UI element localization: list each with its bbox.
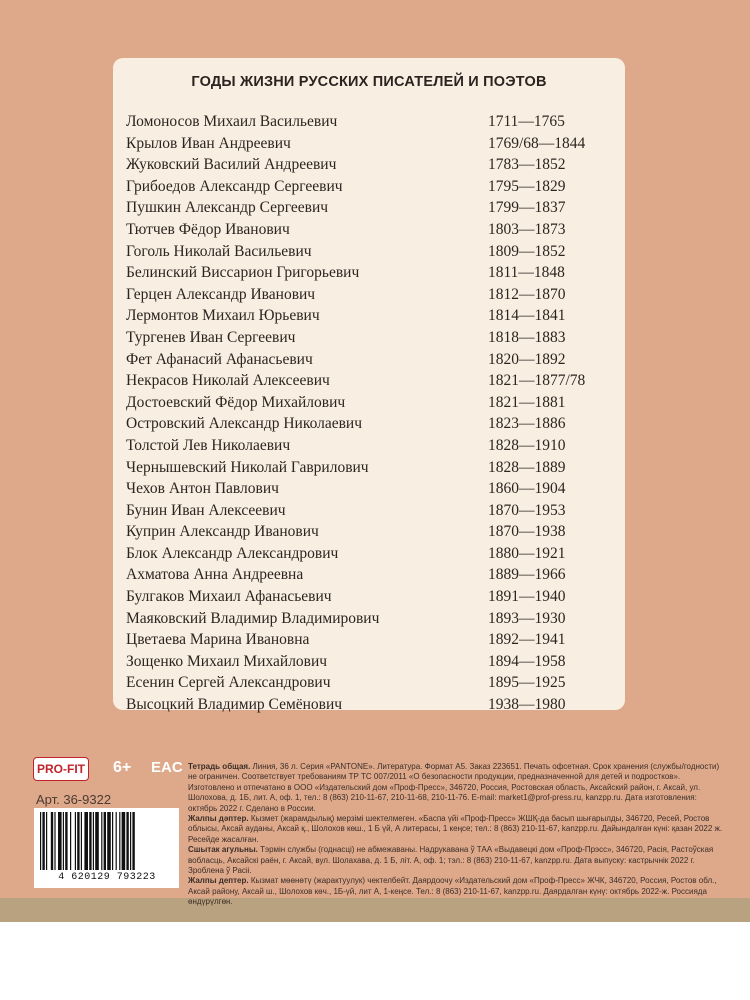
- barcode-bar: [63, 812, 64, 870]
- writer-row: [126, 651, 616, 673]
- writer-row: [126, 262, 616, 284]
- writer-years: 1711—1765: [488, 113, 565, 130]
- writer-name: Достоевский Фёдор Михайлович: [126, 393, 346, 411]
- writer-name: Грибоедов Александр Сергеевич: [126, 177, 343, 195]
- writer-name: Пушкин Александр Сергеевич: [126, 199, 329, 217]
- writer-name: Чернышевский Николай Гаврилович: [126, 458, 369, 476]
- writer-name: Ломоносов Михаил Васильевич: [126, 113, 338, 130]
- writer-years: 1821—1881: [488, 393, 566, 411]
- writer-name: Чехов Антон Павлович: [126, 480, 279, 498]
- writer-name: Фет Афанасий Афанасьевич: [126, 350, 313, 368]
- writer-name: Тургенев Иван Сергеевич: [126, 328, 296, 346]
- writer-name: Блок Александр Александрович: [126, 544, 339, 562]
- panel-title: ГОДЫ ЖИЗНИ РУССКИХ ПИСАТЕЛЕЙ И ПОЭТОВ: [191, 74, 547, 90]
- writer-row: [126, 413, 616, 435]
- age-rating: 6+: [113, 759, 132, 776]
- barcode-bar: [104, 812, 106, 870]
- writer-row: [126, 629, 616, 651]
- barcode-bar: [84, 812, 88, 870]
- writer-years: 1870—1938: [488, 523, 566, 541]
- barcode-bar: [46, 812, 47, 870]
- writers-list: [126, 111, 616, 716]
- writer-years: 1814—1841: [488, 307, 566, 325]
- writer-years: 1870—1953: [488, 501, 566, 519]
- writer-row: [126, 154, 616, 176]
- writer-name: Жуковский Василий Андреевич: [126, 156, 337, 174]
- barcode-bar: [101, 812, 102, 870]
- barcode-bar: [40, 812, 41, 870]
- info-lead: Жалпы дептер.: [188, 876, 249, 886]
- writer-name: Цветаева Марина Ивановна: [126, 631, 310, 649]
- writer-name: Зощенко Михаил Михайлович: [126, 652, 328, 670]
- writer-years: 1891—1940: [488, 588, 566, 606]
- info-text: Линия, 36 л. Серия «PANTONE». Литература. Формат А5. Заказ 223651. Печать офсетная. Срок хранения (службы/годности) не ограничен. Соответствует требованиям ТР ТС 007/2011 «О безопасности продукции, предназначенной для детей и подростков». Изготовлено и отпечатано в ООО «Издательский дом «Проф-Пресс», 346720, Россия, Ростовская область, Аксайский район, г. Аксай, ул. Шолохова, д. 1Б, лит. А, оф. 1, тел.: 8 (863) 210-11-67, 210-11-68, 210-11-76. E-mail: market1@prof-press.ru, kanzpp.ru. Дата изготовления: октябрь 2022 г. Сделано в России.: [188, 762, 720, 813]
- writer-row: [126, 435, 616, 457]
- writer-name: Ахматова Анна Андреевна: [126, 566, 304, 584]
- barcode-bar: [58, 812, 62, 870]
- writer-name: Булгаков Михаил Афанасьевич: [126, 588, 332, 606]
- info-paragraph: [188, 762, 728, 814]
- barcode-bar: [89, 812, 91, 870]
- writer-row: [126, 694, 616, 716]
- writer-row: [126, 608, 616, 630]
- writer-row: [126, 586, 616, 608]
- writer-name: Лермонтов Михаил Юрьевич: [126, 307, 320, 325]
- writer-row: [126, 672, 616, 694]
- info-text: Кызмат мөөнөтү (жарактуулук) чектелбейт. Даярдоочу «Издательский дом «Проф-Пресс» ЖЧК, 346720, Россия, Ростов обл., Аксай району, Аксай ш., Шолохов көч., 1Б-үй, лит А, 1-кеңсе. Тел.: 8 (863) 210-11-67, kanzpp.ru. Даярдалган күнү: октябрь 2022-ж. Россияда өндүрүлгөн.: [188, 876, 717, 907]
- writer-years: 1828—1889: [488, 458, 566, 476]
- barcode-bar: [132, 812, 134, 870]
- info-text: Кызмет (жарамдылық) мерзімі шектелмеген. «Баспа үйі «Проф-Пресс» ЖШҚ-да басып шығарылды, 346720, Ресей, Ростов облысы, Аксай ауданы, Аксай қ., Шолохов көш., 1 Б үй, А литерасы, 1 кеңсе; тел.: 8 (863) 210-11-67, kanzpp.ru. Дайындалған күні: қазан 2022 ж. Ресейде жасалған.: [188, 814, 723, 844]
- barcode-bar: [77, 812, 79, 870]
- writer-row: [126, 284, 616, 306]
- writer-years: 1820—1892: [488, 350, 566, 368]
- article-number: Арт. 36-9322: [36, 792, 112, 807]
- writer-years: 1823—1886: [488, 415, 566, 433]
- barcode-bar: [116, 812, 117, 870]
- writer-years: 1828—1910: [488, 436, 566, 454]
- writer-years: 1809—1852: [488, 242, 566, 260]
- info-lead: Жалпы дәптер.: [188, 814, 249, 824]
- writer-years: 1803—1873: [488, 220, 566, 238]
- barcode-bar: [93, 812, 94, 870]
- barcode-bar: [107, 812, 111, 870]
- writer-row: [126, 564, 616, 586]
- eac-mark: EAC: [151, 759, 183, 776]
- writer-years: 1894—1958: [488, 652, 566, 670]
- writer-name: Бунин Иван Алексеевич: [126, 501, 286, 519]
- writer-years: 1889—1966: [488, 566, 566, 584]
- writer-years: 1895—1925: [488, 674, 566, 692]
- info-paragraph: [188, 876, 728, 907]
- barcode-bar: [112, 812, 113, 870]
- barcode-bar: [42, 812, 44, 870]
- barcode-number: 4 620129 793223: [58, 872, 156, 883]
- writer-row: [126, 305, 616, 327]
- info-lead: Сшытак агульны.: [188, 845, 258, 855]
- barcode-bar: [130, 812, 131, 870]
- writer-row: [126, 219, 616, 241]
- writer-name: Куприн Александр Иванович: [126, 523, 319, 541]
- writer-name: Некрасов Николай Алексеевич: [126, 372, 330, 390]
- writer-name: Высоцкий Владимир Семёнович: [126, 696, 343, 714]
- writer-years: 1799—1837: [488, 199, 566, 217]
- writer-name: Белинский Виссарион Григорьевич: [126, 264, 360, 282]
- profit-logo: PRO-FIT: [33, 757, 89, 781]
- writer-row: [126, 327, 616, 349]
- writer-row: [126, 111, 616, 133]
- writer-row: [126, 241, 616, 263]
- writer-row: [126, 500, 616, 522]
- writer-row: [126, 197, 616, 219]
- info-paragraph: [188, 845, 728, 876]
- barcode-bar: [81, 812, 82, 870]
- publisher-info: [188, 762, 728, 908]
- barcode-bar: [75, 812, 76, 870]
- barcode: [34, 808, 179, 888]
- info-paragraph: [188, 814, 728, 845]
- writer-row: [126, 478, 616, 500]
- barcode-bar: [122, 812, 126, 870]
- writer-years: 1811—1848: [488, 264, 565, 282]
- writer-years: 1880—1921: [488, 544, 566, 562]
- writer-years: 1821—1877/78: [488, 372, 586, 390]
- writer-row: [126, 457, 616, 479]
- barcode-bar: [119, 812, 120, 870]
- writer-name: Крылов Иван Андреевич: [126, 134, 291, 152]
- info-text: Тэрмін службы (годнасці) не абмежаваны. Надрукавана ў ТАА «Выдавецкі дом «Проф-Прэсс», 346720, Расія, Растоўская вобласць, Аксайскі раён, г. Аксай, вул. Шолахава, д. 1 Б, літ. А, оф. 1; тэл.: 8 (863) 210-11-67, kanzpp.ru. Дата выпуску: кастрычнік 2022 г. Зроблена ў Расіі.: [188, 845, 714, 876]
- writer-row: [126, 349, 616, 371]
- barcode-bars: [38, 812, 176, 872]
- writer-years: 1769/68—1844: [488, 134, 586, 152]
- writer-row: [126, 521, 616, 543]
- writer-years: 1938—1980: [488, 696, 566, 714]
- writer-name: Тютчев Фёдор Иванович: [126, 220, 290, 238]
- writer-years: 1860—1904: [488, 480, 566, 498]
- writer-name: Островский Александр Николаевич: [126, 415, 363, 433]
- writer-years: 1812—1870: [488, 285, 566, 303]
- writer-name: Герцен Александр Иванович: [126, 285, 316, 303]
- writer-years: 1818—1883: [488, 328, 566, 346]
- writer-row: [126, 543, 616, 565]
- barcode-bar: [54, 812, 55, 870]
- barcode-bar: [95, 812, 99, 870]
- writer-row: [126, 176, 616, 198]
- writer-years: 1892—1941: [488, 631, 566, 649]
- writer-row: [126, 370, 616, 392]
- writer-name: Толстой Лев Николаевич: [126, 436, 291, 454]
- writer-name: Гоголь Николай Васильевич: [126, 242, 312, 260]
- writer-row: [126, 133, 616, 155]
- barcode-bar: [51, 812, 53, 870]
- writers-panel: [113, 58, 625, 714]
- writer-name: Есенин Сергей Александрович: [126, 674, 331, 692]
- writer-years: 1783—1852: [488, 156, 566, 174]
- writer-years: 1893—1930: [488, 609, 566, 627]
- writer-row: [126, 392, 616, 414]
- barcode-bar: [126, 812, 128, 870]
- barcode-bar: [70, 812, 71, 870]
- info-lead: Тетрадь общая.: [188, 762, 251, 771]
- writer-name: Маяковский Владимир Владимирович: [126, 609, 380, 627]
- writer-years: 1795—1829: [488, 177, 566, 195]
- barcode-bar: [65, 812, 67, 870]
